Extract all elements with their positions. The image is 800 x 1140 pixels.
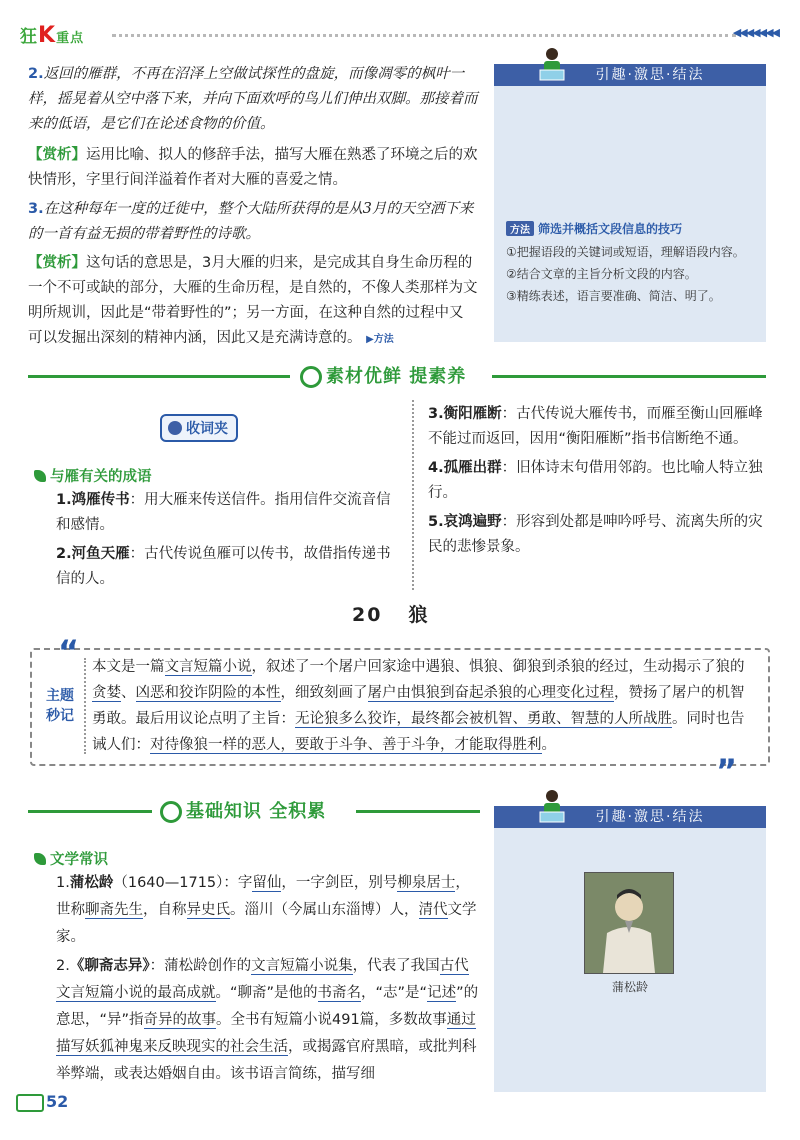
panel-title-bar: 引趣·激思·结法	[494, 806, 766, 828]
method-link[interactable]: ▶方法	[366, 334, 394, 345]
spiral-icon	[160, 801, 182, 823]
idiom-item: 2.河鱼天雁：古代传说鱼雁可以传书，故借指传递书信的人。	[56, 546, 391, 587]
leaf-icon	[34, 470, 46, 482]
idioms-subhead: 与雁有关的成语	[34, 465, 152, 486]
method-item-2: ②结合文章的主旨分析文段的内容。	[506, 267, 697, 281]
idioms-list-left	[56, 488, 392, 592]
section-divider-left	[28, 375, 290, 378]
portrait-caption: 蒲松龄	[611, 980, 648, 994]
analysis-item-2: 【赏析】运用比喻、拟人的修辞手法，描写大雁在熟悉了环境之后的欢快情形，字里行间洋溢着作者对大雁的喜爱之情。	[28, 147, 478, 188]
portrait-panel	[494, 806, 766, 1092]
series-logo: 狂K重点	[20, 23, 85, 48]
book-icon	[16, 1094, 44, 1112]
idiom-item: 3.衡阳雁断：古代传说大雁传书，而雁至衡山回雁峰不能过而返回，因用“衡阳雁断”指书信断绝不通。	[428, 406, 763, 447]
theme-summary-text: 本文是一篇文言短篇小说，叙述了一个屠户回家途中遇狼、惧狼、御狼到杀狼的经过，生动揭示了狼的贪婪、凶恶和狡诈阴险的本性，细致刻画了屠户由惧狼到奋起杀狼的心理变化过程，赞扬了屠户的机智勇敢。最后用议论点明了主旨：无论狼多么狡诈，最终都会被机智、勇敢、智慧的人所战胜。同时也告诫人们：对待像狼一样的恶人，要敢于斗争、善于斗争，才能取得胜利。	[92, 659, 745, 753]
student-figure-icon	[538, 46, 566, 86]
section-heading-basics: 基础知识 全积累	[160, 797, 326, 823]
close-quote-icon: ”	[716, 752, 738, 790]
section-divider-right-2	[356, 810, 480, 813]
method-item-3: ③精练表述，语言要准确、简洁、明了。	[506, 289, 721, 303]
section-divider-right	[492, 375, 766, 378]
method-item-1: ①把握语段的关键词或短语，理解语段内容。	[506, 245, 745, 259]
portrait-figure-icon	[585, 873, 673, 973]
panel-title-bar: 引趣·激思·结法	[494, 64, 766, 86]
number-1-leaf-icon	[34, 853, 46, 865]
page-number: 52	[46, 1092, 69, 1111]
idioms-list-right	[428, 402, 768, 560]
column-divider	[412, 400, 414, 590]
collection-badge: 收词夹	[160, 414, 238, 442]
literary-subhead: 文学常识	[34, 848, 108, 869]
method-panel	[494, 64, 766, 342]
open-quote-icon: “	[58, 633, 80, 671]
lesson-title: 20 狼	[352, 604, 430, 626]
literary-item-book: 2.《聊斋志异》：蒲松龄创作的文言短篇小说集，代表了我国古代文言短篇小说的最高成就。“聊斋”是他的书斋名，“志”是“记述”的意思，“异”指奇异的故事。全书有短篇小说491篇，多数故事通过描写妖狐神鬼来反映现实的社会生活，或揭露官府黑暗，或批判科举弊端，或表达婚姻自由。该书语言简练，描写细	[56, 958, 479, 1082]
spiral-icon	[300, 366, 322, 388]
sentence-item-2: 2.返回的雁群，不再在沼泽上空做试探性的盘旋，而像凋零的枫叶一样，摇晃着从空中落下来，并向下面欢呼的鸟儿们伸出双脚。那接着而来的低语，是它们在论述食物的价值。	[28, 66, 478, 132]
section-heading-materials: 素材优鲜 提素养	[300, 362, 466, 388]
idiom-item: 1.鸿雁传书：用大雁来传送信件。指用信件交流音信和感情。	[56, 492, 391, 533]
pu-songling-portrait	[584, 872, 674, 974]
folder-icon	[168, 421, 182, 435]
analysis-item-3: 【赏析】这句话的意思是，3月大雁的归来，是完成其自身生命历程的一个不可或缺的部分，大雁的生命历程，是自然的，不像人类那样为文明所规训，因此是“带着野性的”；另一方面，在这种自然的过程中又可以发掘出深刻的精神内涵，因此又是充满诗意的。 ▶方法	[28, 255, 478, 346]
header-divider	[112, 34, 736, 37]
summary-divider	[84, 658, 86, 754]
literary-list	[56, 870, 480, 1088]
sentence-analysis-list	[28, 62, 478, 352]
summary-label: 主题 秒记	[46, 688, 74, 724]
method-heading: 方法 筛选并概括文段信息的技巧	[506, 220, 758, 237]
literary-item-author: 1.蒲松龄（1640—1715）：字留仙，一字剑臣，别号柳泉居士，世称聊斋先生，自称异史氏。淄川（今属山东淄博）人，清代文学家。	[56, 875, 477, 945]
header-arrows-icon: ◀◀◀◀◀◀◀	[732, 26, 778, 39]
section-divider-left-2	[28, 810, 152, 813]
idiom-item: 5.哀鸿遍野：形容到处都是呻吟呼号、流离失所的灾民的悲惨景象。	[428, 514, 763, 555]
student-figure-icon	[538, 788, 566, 828]
sentence-item-3: 3.在这种每年一度的迁徙中，整个大陆所获得的是从3月的天空洒下来的一首有益无损的带着野性的诗歌。	[28, 201, 474, 242]
idiom-item: 4.孤雁出群：旧体诗末句借用邻韵。也比喻人特立独行。	[428, 460, 763, 501]
